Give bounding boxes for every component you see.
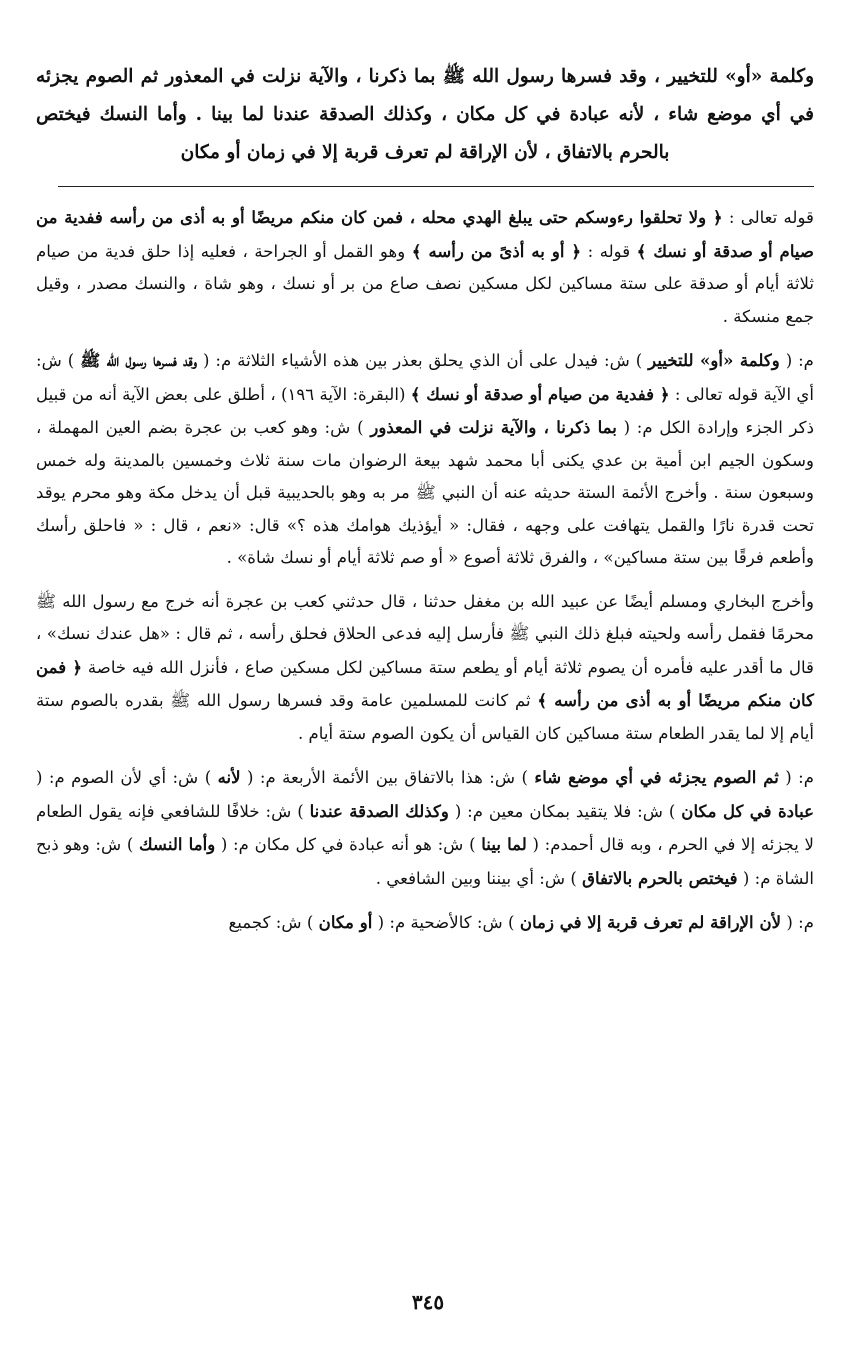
text-run: قوله : <box>587 241 631 261</box>
text-run: ) ش: أي الآية قوله تعالى : <box>36 351 814 404</box>
separator-line <box>58 186 814 187</box>
commentary-paragraph-4 <box>36 761 814 895</box>
text-run: قوله تعالى : <box>728 208 814 227</box>
page-number: ٣٤٥ <box>411 1290 445 1314</box>
quran-quote: ﴿ أو به أذىً من رأسه ﴾ <box>411 240 582 261</box>
text-run: ) ش: وهو ذبح الشاة م: ( <box>36 835 814 888</box>
commentary-paragraph-5 <box>36 906 814 940</box>
commentary-paragraph-1 <box>36 201 814 333</box>
matn-quote: وكذلك الصدقة عندنا <box>309 800 449 821</box>
matn-quote: لأن الإراقة لم تعرف قربة إلا في زمان <box>519 912 782 932</box>
text-run: ) ش: هذا بالاتفاق بين الأئمة الأربعة م: ( <box>246 768 528 787</box>
text-run: ) ش: أي لأن الصوم م: ( <box>36 768 212 787</box>
text-run: (البقرة: الآية ١٩٦) ، أطلق على بعض الآية أنه من قبيل ذكر الجزء وإرادة الكل م: ( <box>36 384 814 437</box>
text-run: م: ( <box>786 913 814 932</box>
commentary-paragraph-3 <box>36 586 814 751</box>
matn-quote: أو مكان <box>318 912 373 932</box>
quran-quote: ﴿ ولا تحلقوا رءوسكم حتى يبلغ الهدي محله ، فمن كان منكم مريضًا أو به أذى من رأسه ففدية من صيام أو صدقة أو نسك ﴾ <box>36 207 814 261</box>
matn-quote: بما ذكرنا ، والآية نزلت في المعذور <box>370 417 617 437</box>
matn-quote: وقد فسرها رسول الله ﷺ <box>80 350 198 370</box>
quran-quote: ﴿ فمن كان منكم مريضًا أو به أذى من رأسه ﴾ <box>36 656 814 710</box>
matn-quote: لأنه <box>217 767 241 787</box>
text-run: ثم كانت للمسلمين عامة وقد فسرها رسول الله ﷺ بقدره بالصوم ستة أيام إلا لما يقدر الطعام ستة مساكين كان القياس أن يكون الصوم ستة أيام . <box>36 691 814 743</box>
text-run: ) ش: خلافًا للشافعي فإنه يقول الطعام لا يجزئه إلا في الحرم ، وبه قال أحمدم: ( <box>36 801 815 854</box>
text-run: وأخرج البخاري ومسلم أيضًا عن عبيد الله بن مغفل حدثنا ، قال حدثني كعب بن عجرة أنه خرج مع رسول الله ﷺ محرمًا فقمل رأسه ولحيته فبلغ ذلك النبي ﷺ فأرسل إليه فدعى الحلاق فحلق رأسه ، ثم قال : «هل عندك نسك» ، قال ما أقدر عليه فأمره أن يصوم ثلاثة أيام أو يطعم ستة مساكين لكل مسكين صاع ، فأنزل الله فيه خاصة <box>36 591 814 677</box>
matn-quote: فيختص بالحرم بالاتفاق <box>582 867 738 888</box>
matn-text: وكلمة «أو» للتخيير ، وقد فسرها رسول الله ﷺ بما ذكرنا ، والآية نزلت في المعذور ثم الصوم يجزئه في أي موضع شاء ، لأنه عبادة في كل مكان ، وكذلك الصدقة عندنا لما بينا . وأما النسك فيختص بالحرم بالاتفاق ، لأن الإراقة لم تعرف قربة إلا في زمان أو مكان <box>36 66 814 163</box>
text-run: ) ش: هو أنه عبادة في كل مكان م: ( <box>220 835 476 854</box>
text-run: ) ش: فيدل على أن الذي يحلق بعذر بين هذه الأشياء الثلاثة م: ( <box>202 351 643 370</box>
matn-quote: وكلمة «أو» للتخيير <box>648 350 780 370</box>
text-run: ) ش: كجميع <box>228 913 314 932</box>
text-run: م: ( <box>785 351 814 370</box>
text-run: ) ش: فلا يتقيد بمكان معين م: ( <box>454 801 676 821</box>
text-run: ) ش: وهو كعب بن عجرة بضم العين المهملة ، وسكون الجيم ابن أمية بن عدي يكنى أبا محمد شهد بيعة الرضوان مات سنة ثلاث وخمسين بالمدينة وله خمس وسبعون سنة . وأخرج الأئمة الستة حديثه عنه أن النبي ﷺ مر به وهو بالحديبية قبل أن يدخل مكة وهو محرم يوقد تحت قدرة نارًا والقمل يتهافت على وجهه ، فقال: « أيؤذيك هوامك هذه ؟» قال: «نعم ، قال : « فاحلق رأسك وأطعم فرقًا بين ستة مساكين» ، والفرق ثلاثة أصوع « أو صم ثلاثة أيام أو نسك شاة» . <box>36 418 814 567</box>
text-run: ) ش: أي بيننا وبين الشافعي . <box>375 868 577 888</box>
text-run: م: ( <box>785 768 814 787</box>
quran-quote: ﴿ ففدية من صيام أو صدقة أو نسك ﴾ <box>410 383 670 404</box>
text-run: ) ش: كالأضحية م: ( <box>377 913 515 932</box>
matn-quote: لما بينا <box>481 834 527 854</box>
matn-quote: وأما النسك <box>139 834 216 854</box>
commentary-paragraph-2 <box>36 344 814 575</box>
matn-quote: عبادة في كل مكان <box>681 800 814 821</box>
matn-quote: ثم الصوم يجزئه في أي موضع شاء <box>534 767 779 787</box>
text-run: وهو القمل أو الجراحة ، فعليه إذا حلق فدية من صيام ثلاثة أيام أو صدقة على ستة مساكين لكل مسكين نصف صاع من بر أو نسك ، وهو شاة ، والنسك مصدر ، وقيل جمع منسكة . <box>36 241 814 326</box>
